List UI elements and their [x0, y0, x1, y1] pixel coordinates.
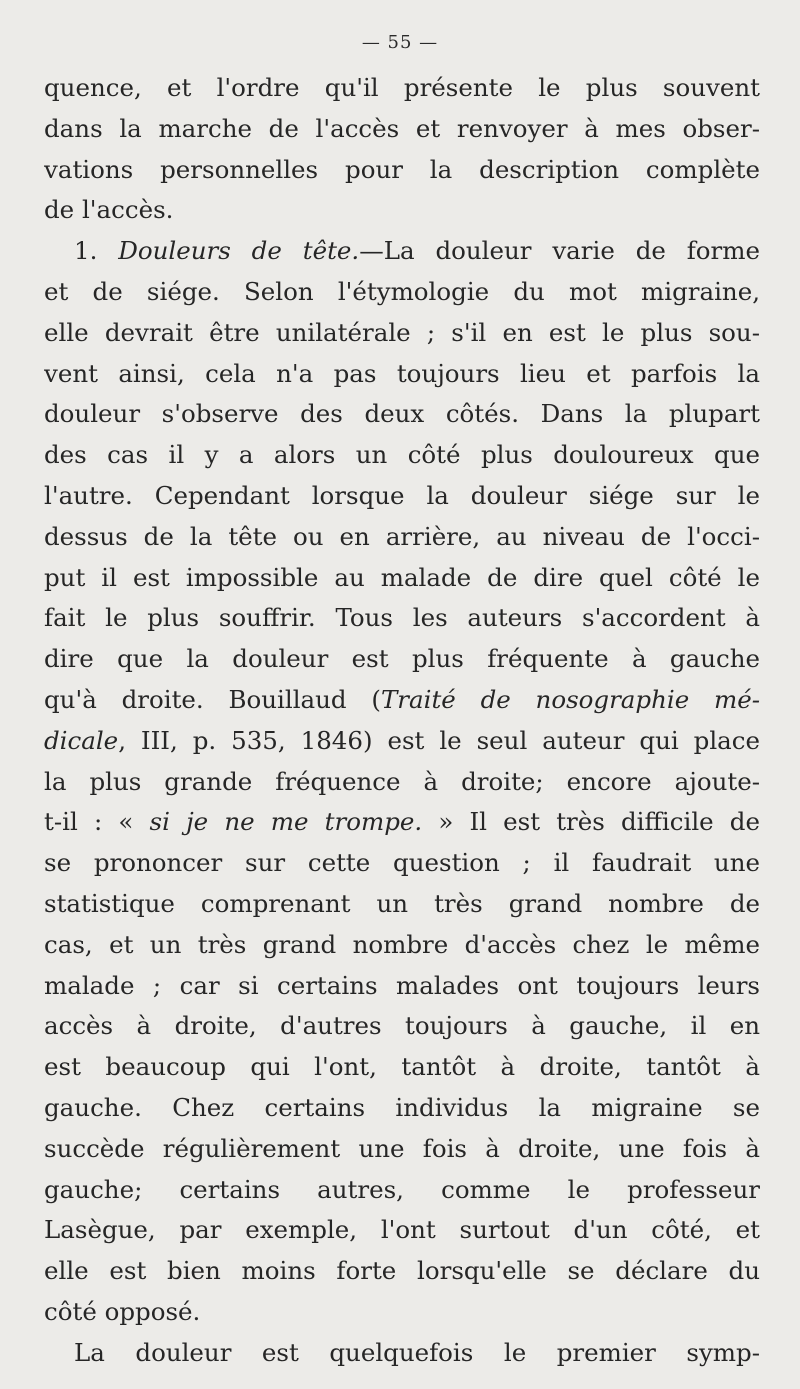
text-line [44, 558, 760, 599]
italic-text: si je ne me trompe. [149, 807, 423, 837]
text-segment: de l'accès. [44, 195, 174, 225]
text-segment: la plus grande fréquence à droite; encore ajoute- [44, 766, 760, 796]
text-line [44, 1129, 760, 1170]
text-line [44, 1251, 760, 1292]
text-segment: statistique comprenant un très grand nombre de [44, 888, 760, 918]
text-line [44, 435, 760, 476]
text-line [44, 109, 760, 150]
text-line [44, 150, 760, 191]
page-number: — 55 — [361, 32, 439, 53]
text-line [44, 721, 760, 762]
text-line [44, 843, 760, 884]
text-segment: vations personnelles pour la description complète [44, 154, 760, 184]
body-text [44, 68, 760, 1374]
text-line [44, 1333, 760, 1374]
text-segment: » Il est très difficile de [422, 807, 760, 837]
text-line [44, 313, 760, 354]
text-segment: elle devrait être unilatérale ; s'il en est le plus sou- [44, 317, 760, 347]
text-segment: qu'à droite. Bouillaud ( [44, 684, 381, 714]
text-line [44, 1006, 760, 1047]
text-line [44, 231, 760, 272]
text-segment: l'autre. Cependant lorsque la douleur siége sur le [44, 480, 760, 510]
text-segment: elle est bien moins forte lorsqu'elle se déclare du [44, 1256, 760, 1286]
text-segment: dessus de la tête ou en arrière, au niveau de l'occi- [44, 521, 760, 551]
text-line [44, 762, 760, 803]
text-segment: gauche; certains autres, comme le professeur [44, 1174, 760, 1204]
text-segment: malade ; car si certains malades ont toujours leurs [44, 970, 760, 1000]
text-segment: et de siége. Selon l'étymologie du mot migraine, [44, 276, 760, 306]
text-line [44, 1170, 760, 1211]
text-segment: succède régulièrement une fois à droite, une fois à [44, 1133, 760, 1163]
text-segment: vent ainsi, cela n'a pas toujours lieu et parfois la [44, 358, 760, 388]
text-segment: dire que la douleur est plus fréquente à gauche [44, 644, 760, 674]
text-line [44, 1088, 760, 1129]
text-line [44, 925, 760, 966]
text-segment: 1. [74, 236, 119, 266]
text-line [44, 802, 760, 843]
text-line [44, 1210, 760, 1251]
text-segment: t-il : « [44, 807, 150, 837]
text-segment: quence, et l'ordre qu'il présente le plus souvent [44, 73, 760, 102]
text-segment: , III, p. 535, 1846) est le seul auteur qui place [118, 725, 760, 755]
text-line [44, 680, 760, 721]
text-segment: —La douleur varie de forme [359, 236, 760, 266]
text-line [44, 394, 760, 435]
text-segment: est beaucoup qui l'ont, tantôt à droite, tantôt à [44, 1052, 760, 1082]
text-segment: put il est impossible au malade de dire quel côté le [44, 562, 760, 592]
text-line [44, 1047, 760, 1088]
text-segment: se prononcer sur cette question ; il faudrait une [44, 848, 760, 878]
text-line [44, 639, 760, 680]
text-segment: dans la marche de l'accès et renvoyer à mes obser- [44, 113, 760, 143]
text-segment: gauche. Chez certains individus la migraine se [44, 1092, 760, 1122]
text-segment: côté opposé. [44, 1296, 201, 1326]
text-segment: La douleur est quelquefois le premier symp- [74, 1337, 760, 1367]
text-line [44, 68, 760, 109]
text-line [44, 598, 760, 639]
text-line [44, 517, 760, 558]
text-line [44, 190, 760, 231]
text-segment: des cas il y a alors un côté plus douloureux que [44, 440, 760, 470]
text-line [44, 884, 760, 925]
text-segment: accès à droite, d'autres toujours à gauche, il en [44, 1011, 760, 1041]
italic-text: dicale [44, 725, 119, 755]
text-line [44, 272, 760, 313]
text-segment: fait le plus souffrir. Tous les auteurs s'accordent à [44, 603, 760, 633]
text-line [44, 966, 760, 1007]
text-segment: cas, et un très grand nombre d'accès chez le même [44, 929, 760, 959]
italic-text: Traité de nosographie mé- [380, 684, 760, 714]
text-line [44, 1292, 760, 1333]
text-segment: Lasègue, par exemple, l'ont surtout d'un côté, et [44, 1215, 760, 1245]
text-line [44, 354, 760, 395]
italic-text: Douleurs de tête. [118, 236, 360, 266]
text-segment: douleur s'observe des deux côtés. Dans la plupart [44, 399, 760, 429]
text-line [44, 476, 760, 517]
